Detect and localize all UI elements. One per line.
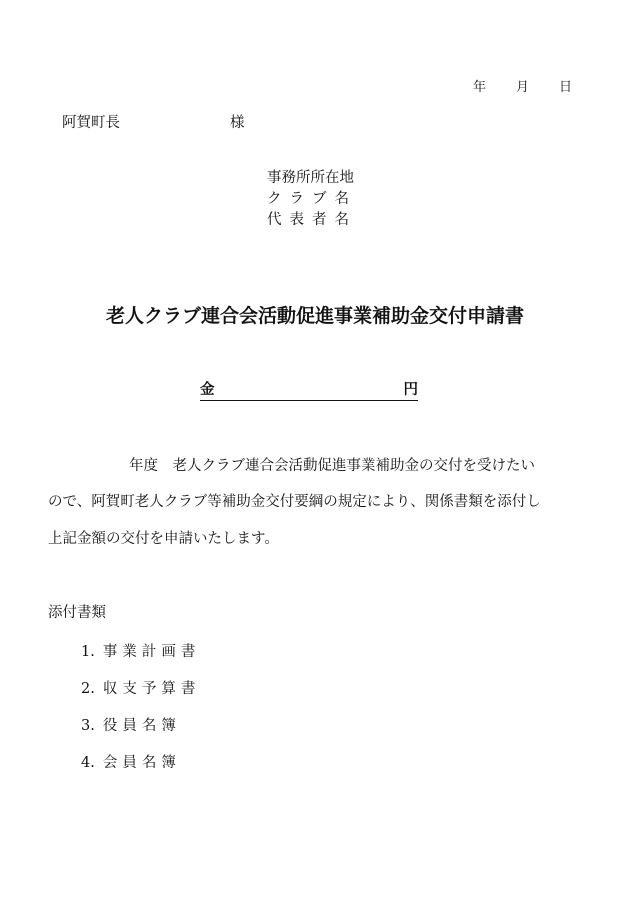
date-month: 月: [515, 80, 529, 95]
recipient: [62, 111, 245, 132]
attachment-number: 1.: [81, 644, 95, 660]
body-text-line-3: 上記金額の交付を申請いたします。: [48, 531, 279, 547]
applicant-representative-label: 代表者名: [267, 212, 357, 228]
document-title: 老人クラブ連合会活動促進事業補助金交付申請書: [105, 305, 524, 327]
body-text-line-1: 年度 老人クラブ連合会活動促進事業補助金の交付を受けたい: [129, 458, 535, 474]
attachment-label: 収支予算書: [102, 681, 201, 697]
applicant-office-address-label: 事務所所在地: [267, 170, 354, 186]
date-line: [473, 76, 572, 95]
attachment-item: [81, 640, 200, 661]
attachment-label: 会員名簿: [102, 755, 181, 771]
attachment-number: 4.: [81, 755, 95, 771]
attachment-number: 3.: [81, 718, 95, 734]
date-day: 日: [558, 80, 572, 95]
amount-suffix: 円: [403, 381, 418, 398]
amount-line: [200, 378, 418, 401]
attachment-label: 事業計画書: [102, 644, 201, 660]
attachment-item: [81, 714, 181, 735]
applicant-club-name-label: クラブ名: [267, 191, 357, 207]
amount-prefix: 金: [200, 381, 215, 398]
attachment-number: 2.: [81, 681, 95, 697]
attachment-item: [81, 677, 200, 698]
recipient-name: 阿賀町長: [62, 115, 120, 131]
attachment-item: [81, 751, 181, 772]
attachments-heading: 添付書類: [48, 605, 106, 621]
date-year: 年: [472, 80, 486, 95]
attachment-label: 役員名簿: [102, 718, 181, 734]
body-text-line-2: ので、阿賀町老人クラブ等補助金交付要綱の規定により、関係書類を添付し: [48, 494, 541, 510]
recipient-honorific: 様: [230, 115, 245, 131]
